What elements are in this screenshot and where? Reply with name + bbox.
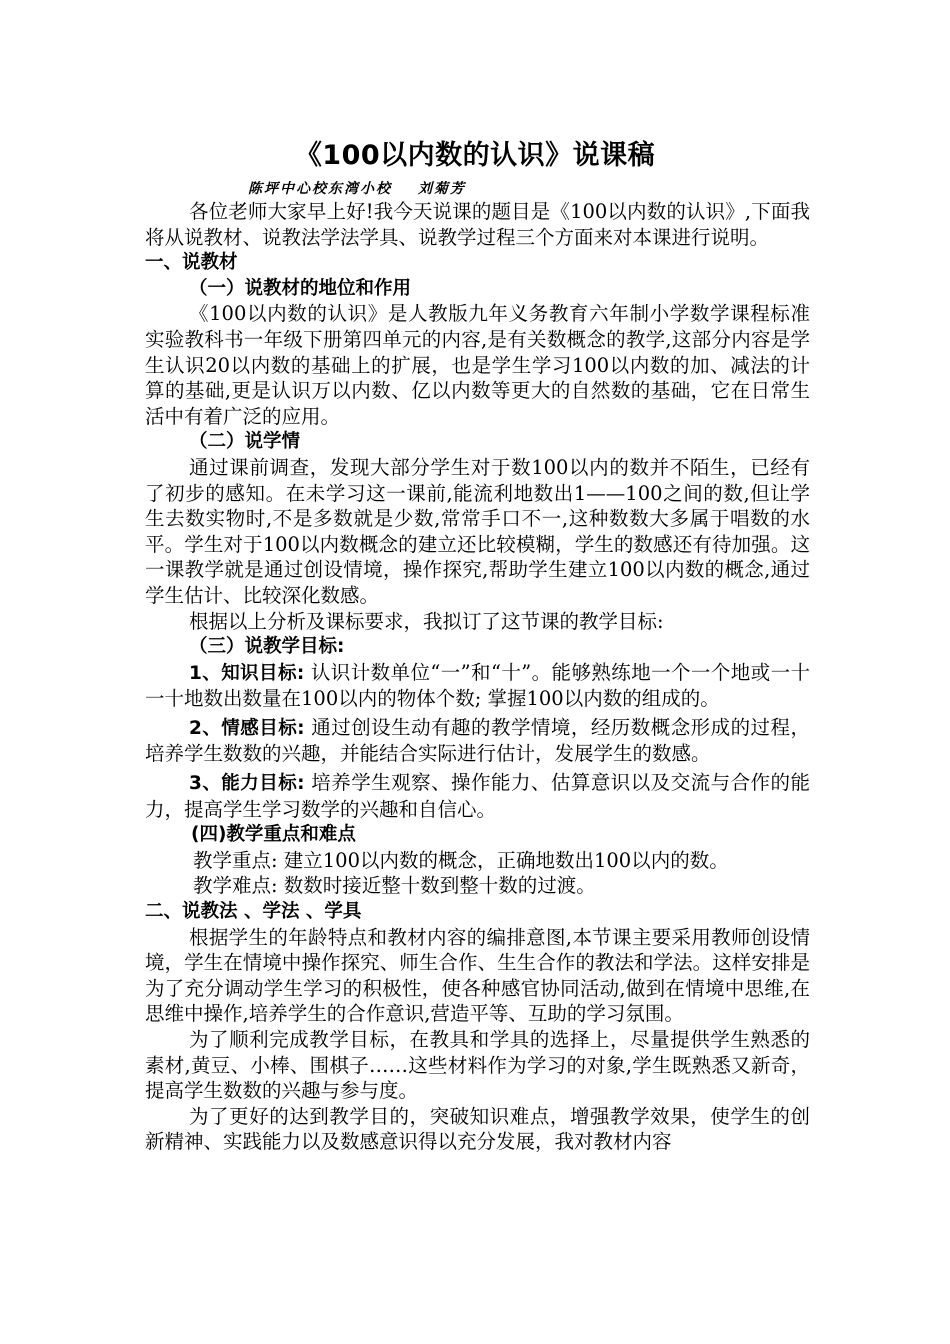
subsection-heading-1: （一）说教材的地位和作用 [189,277,412,299]
document-title: 《100以内数的认识》说课稿 [294,140,656,171]
author-school: 陈坪中心校东湾小校 [248,181,392,197]
goal-emotion [145,715,810,767]
paragraph-purpose: 为了更好的达到教学目的，突破知识难点，增强教学效果，使学生的创新精神、实践能力以及数感意识得以充分发展，我对教材内容 [145,1104,810,1152]
goal-knowledge [145,660,810,712]
goal-emotion-label: 2、情感目标: [189,717,305,739]
intro-paragraph: 各位老师大家早上好!我今天说课的题目是《100以内数的认识》,下面我将从说教材、说教法学法学具、说教学过程三个方面来对本课进行说明。 [145,200,810,249]
goal-emotion-text: 通过创设生动有趣的教学情境，经历数概念形成的过程，培养学生数数的兴趣，并能结合实际进行估计，发展学生的数感。 [145,715,810,766]
goal-ability-text: 培养学生观察、操作能力、估算意识以及交流与合作的能力，提高学生学习数学的兴趣和自信心。 [145,771,810,821]
subsection-heading-2: （二）说学情 [189,431,301,453]
paragraph-goals-intro: 根据以上分析及课标要求，我拟订了这节课的教学目标: [189,609,664,633]
section-heading-2: 二、说教法 、学法 、学具 [145,901,362,923]
paragraph-methods: 根据学生的年龄特点和教材内容的编排意图,本节课主要采用教师创设情境，学生在情境中操作探究、师生合作、生生合作的教法和学法。这样安排是为了充分调动学生学习的积极性，使各种感官协同活动,做到在情境中思维,在思维中操作,培养学生的合作意识,营造平等、互助的学习氛围。 [145,925,810,1026]
section-heading-1: 一、说教材 [145,252,238,274]
document-body [145,199,810,1152]
goal-knowledge-text: 认识计数单位“一”和“十”。能够熟练地一个一个地或一十一十地数出数量在100以内的物体个数; 掌握100以内数的组成的。 [145,660,811,711]
key-point: 教学重点: 建立100以内数的概念，正确地数出100以内的数。 [193,848,729,872]
subsection-heading-4: (四)教学重点和难点 [191,824,356,846]
goal-knowledge-label: 1、知识目标: [189,662,305,684]
paragraph-materials: 为了顺利完成教学目标，在教具和学具的选择上，尽量提供学生熟悉的素材,黄豆、小棒、围棋子……这些材料作为学习的对象,学生既熟悉又新奇，提高学生数数的兴趣与参与度。 [145,1028,810,1103]
author-line [248,178,466,198]
paragraph-students: 通过课前调查，发现大部分学生对于数100以内的数并不陌生，已经有了初步的感知。在未学习这一课前,能流利地数出1——100之间的数,但让学生去数实物时,不是多数就是少数,常常手口不一,这种数数大多属于唱数的水平。学生对于100以内数概念的建立还比较模糊，学生的数感还有待加强。这一课教学就是通过创设情境，操作探究,帮助学生建立100以内数的概念,通过学生估计、比较深化数感。 [145,455,810,607]
paragraph-position: 《100以内数的认识》是人教版九年义务教育六年制小学数学课程标准实验教科书一年级下册第四单元的内容,是有关数概念的教学,这部分内容是学生认识20以内数的基础上的扩展，也是学生学习100以内数的加、减法的计算的基础,更是认识万以内数、亿以内数等更大的自然数的基础，它在日常生活中有着广泛的应用。 [145,302,810,428]
goal-ability-label: 3、能力目标: [189,773,305,795]
author-name: 刘菊芳 [418,181,466,197]
difficult-point: 教学难点: 数数时接近整十数到整十数的过渡。 [193,874,596,898]
subsection-heading-3: （三）说教学目标: [189,636,345,658]
goal-ability [145,770,810,822]
